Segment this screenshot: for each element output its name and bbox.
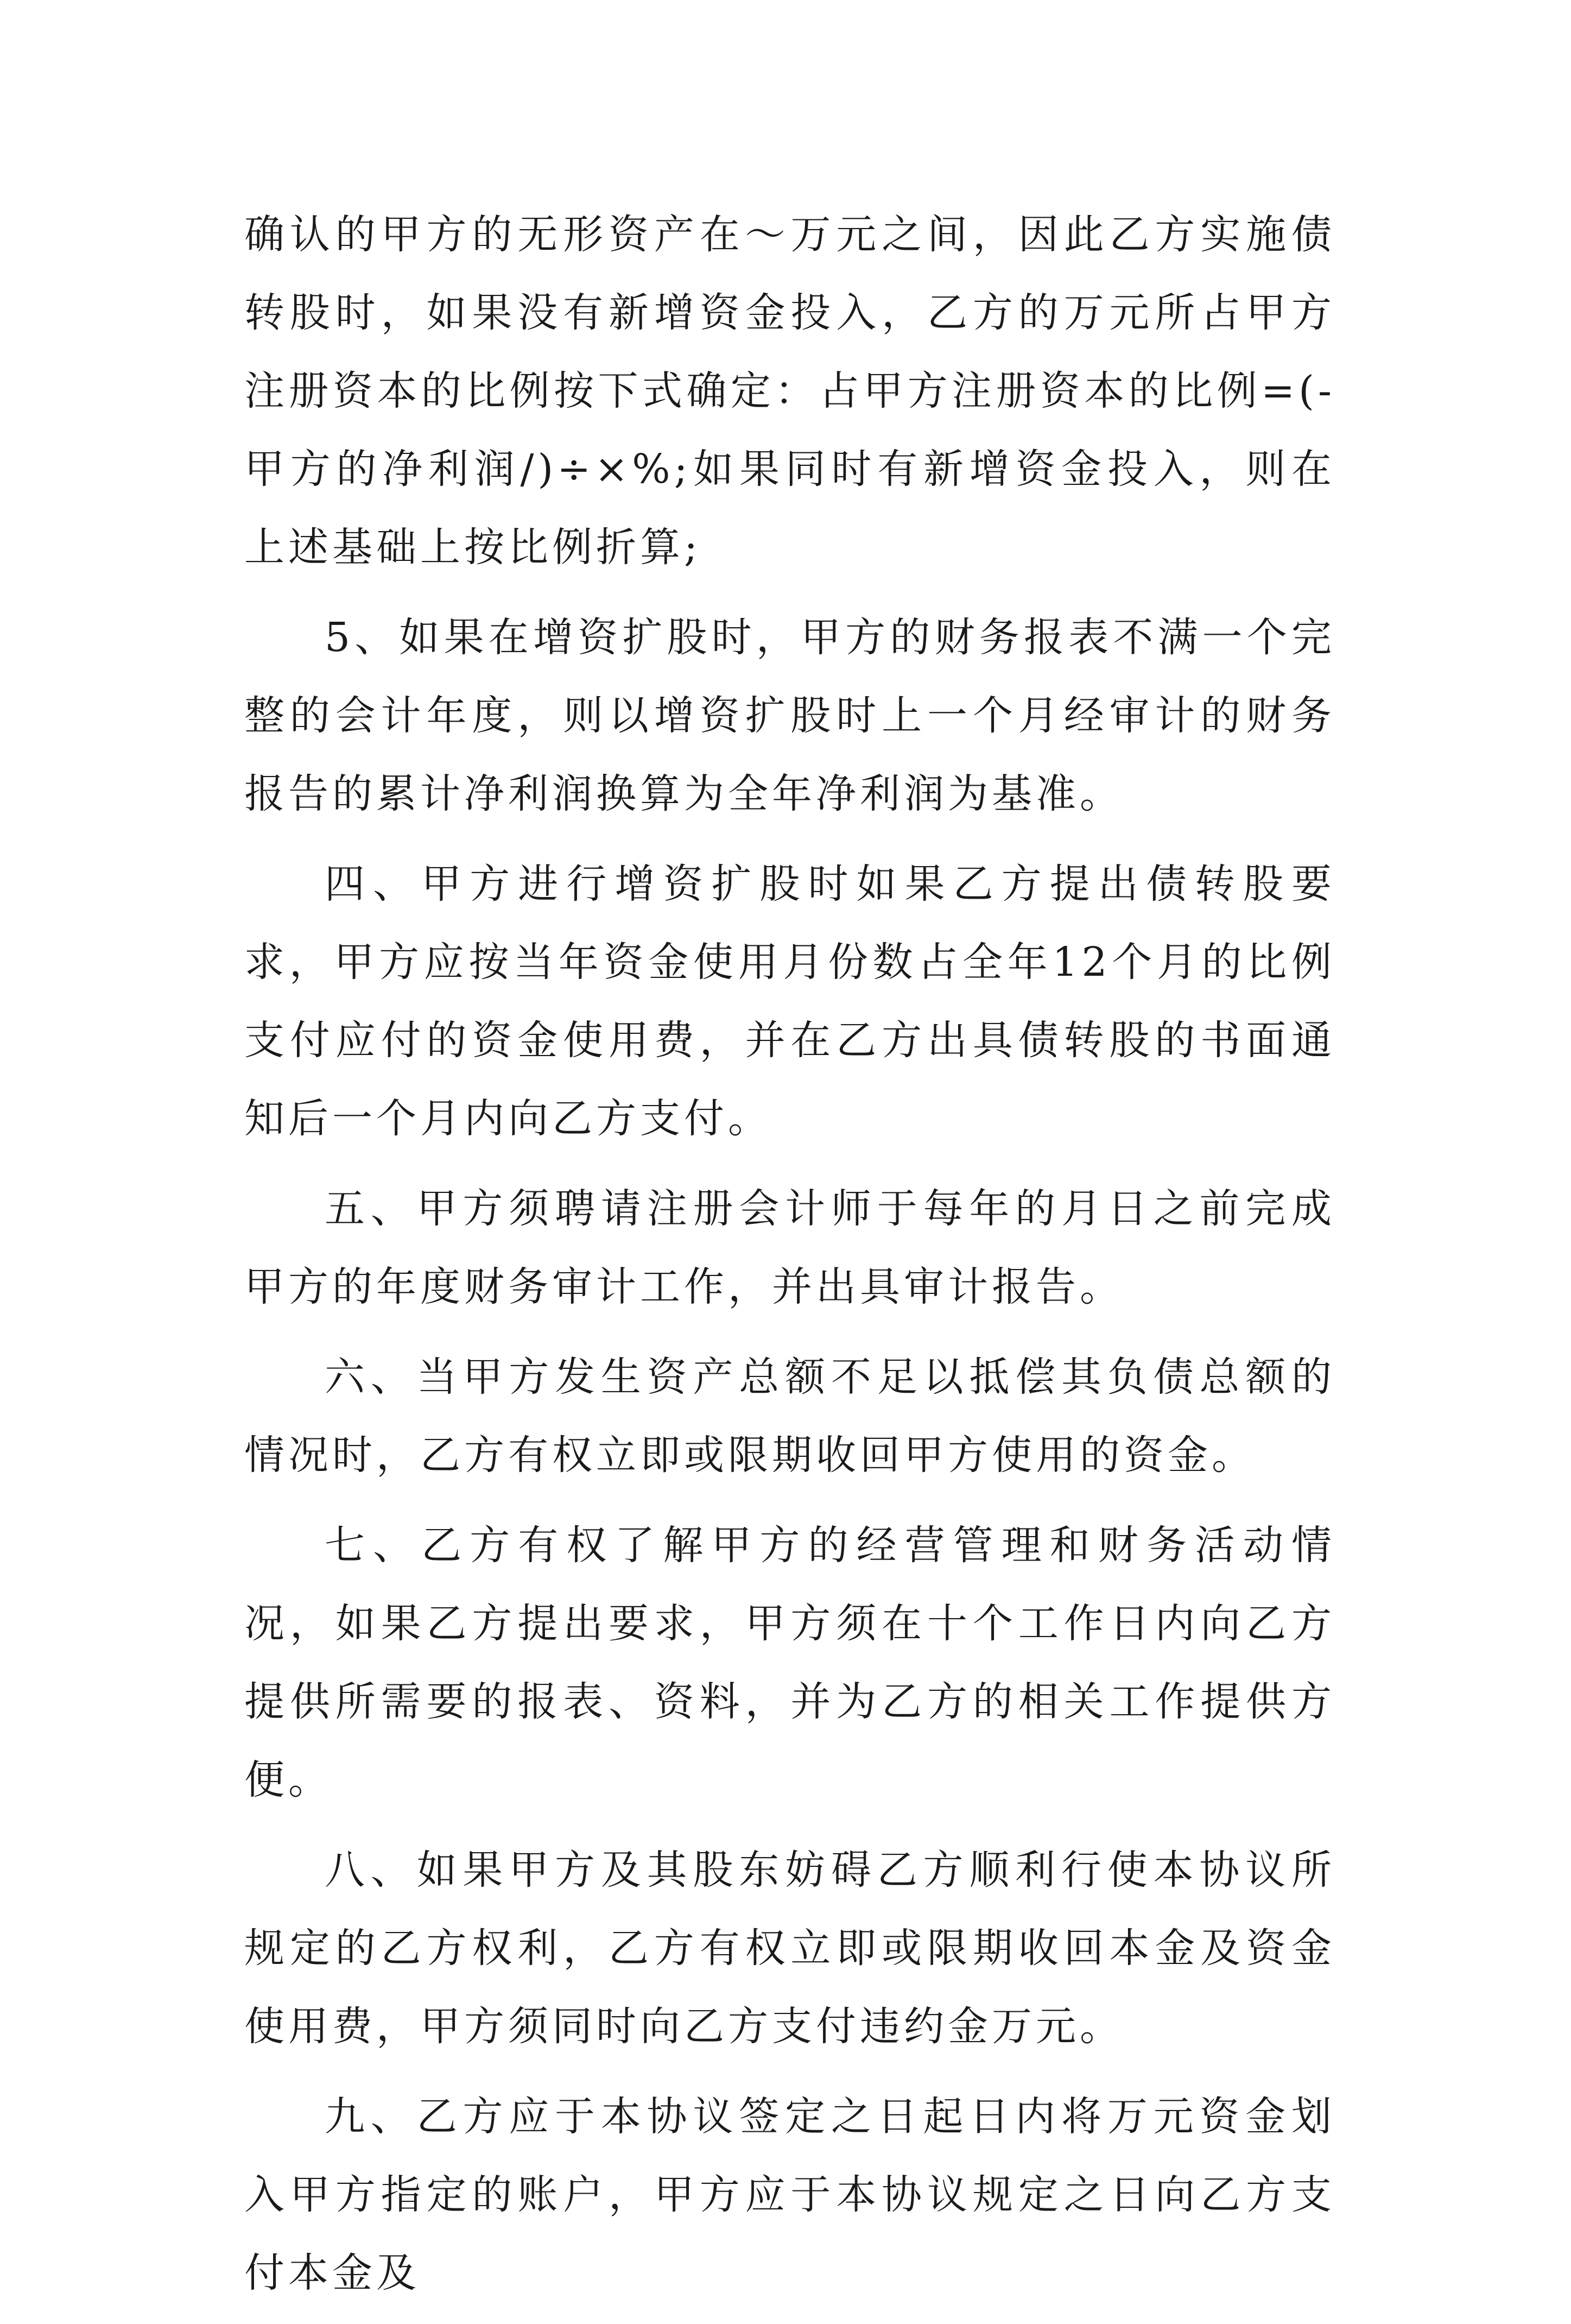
paragraph-continued: 确认的甲方的无形资产在～万元之间，因此乙方实施债转股时，如果没有新增资金投入，乙方的万元所占甲方注册资本的比例按下式确定：占甲方注册资本的比例=(-甲方的净利润/)÷×%;如果同时有新增资金投入，则在上述基础上按比例折算; bbox=[244, 211, 1335, 571]
paragraph-clause-8: 八、如果甲方及其股东妨碍乙方顺利行使本协议所规定的乙方权利，乙方有权立即或限期收回本金及资金使用费，甲方须同时向乙方支付违约金万元。 bbox=[244, 1847, 1335, 2050]
paragraph-clause-5-audit: 五、甲方须聘请注册会计师于每年的月日之前完成甲方的年度财务审计工作，并出具审计报告。 bbox=[244, 1185, 1335, 1310]
paragraph-clause-9: 九、乙方应于本协议签定之日起日内将万元资金划入甲方指定的账户，甲方应于本协议规定之日向乙方支付本金及 bbox=[244, 2093, 1335, 2296]
paragraph-clause-7: 七、乙方有权了解甲方的经营管理和财务活动情况，如果乙方提出要求，甲方须在十个工作日内向乙方提供所需要的报表、资料，并为乙方的相关工作提供方便。 bbox=[244, 1522, 1335, 1803]
paragraph-clause-6: 六、当甲方发生资产总额不足以抵偿其负债总额的情况时，乙方有权立即或限期收回甲方使用的资金。 bbox=[244, 1354, 1335, 1479]
paragraph-clause-4: 四、甲方进行增资扩股时如果乙方提出债转股要求，甲方应按当年资金使用月份数占全年12个月的比例支付应付的资金使用费，并在乙方出具债转股的书面通知后一个月内向乙方支付。 bbox=[244, 861, 1335, 1142]
paragraph-clause-5: 5、如果在增资扩股时，甲方的财务报表不满一个完整的会计年度，则以增资扩股时上一个月经审计的财务报告的累计净利润换算为全年净利润为基准。 bbox=[244, 614, 1335, 817]
document-body bbox=[244, 195, 1335, 2324]
